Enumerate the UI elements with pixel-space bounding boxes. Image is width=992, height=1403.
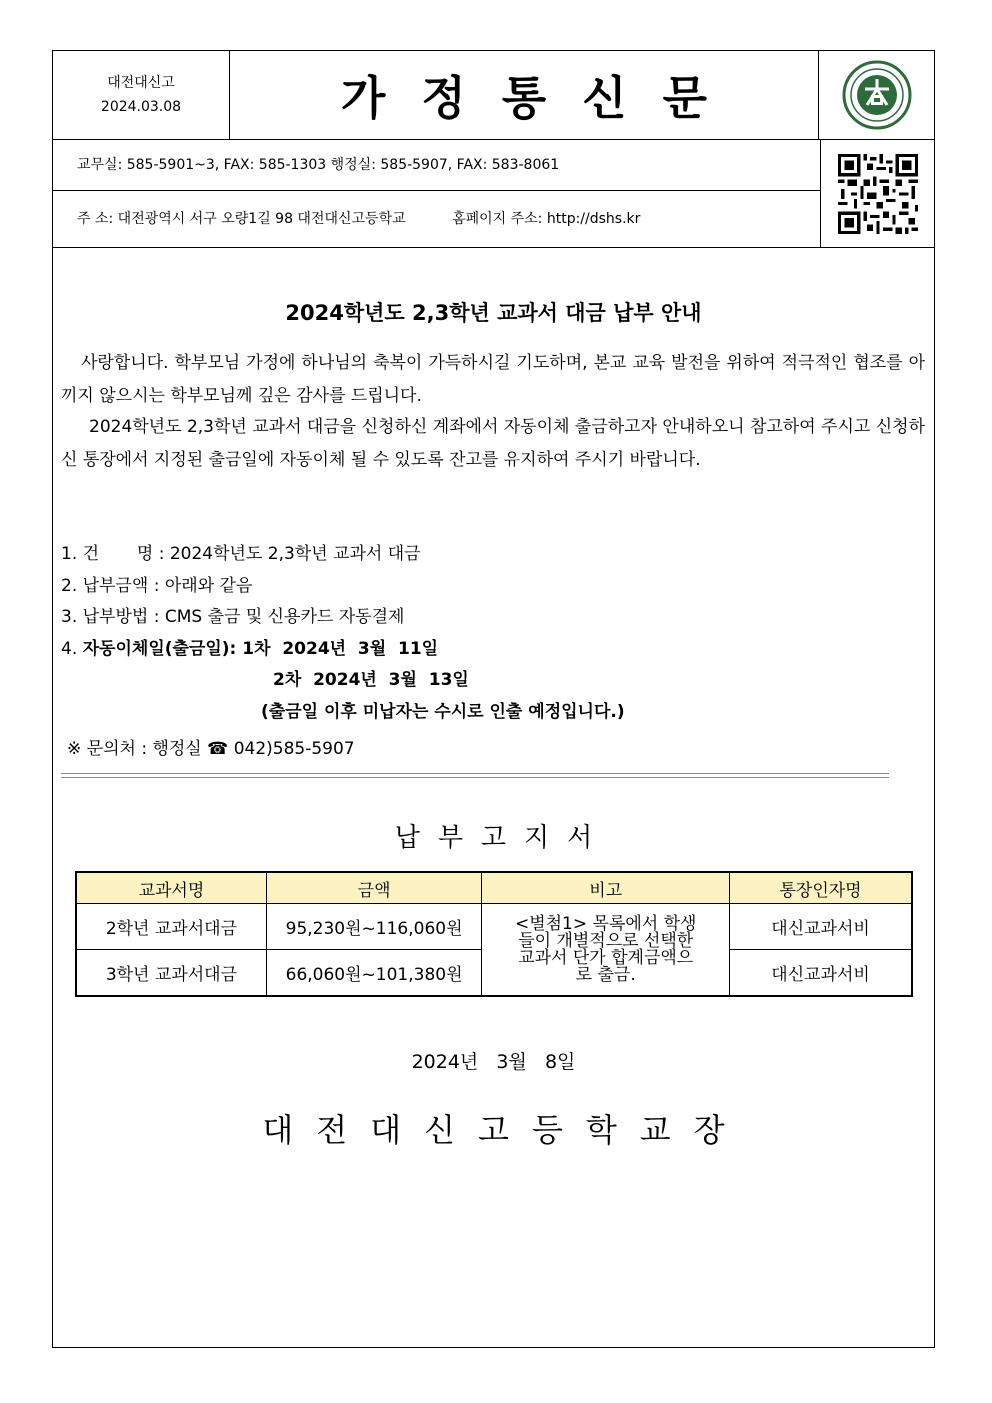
item-method: 3. 납부방법 : CMS 출금 및 신용카드 자동결제 <box>61 607 405 627</box>
notice-paragraph: 2024학년도 2,3학년 교과서 대금을 신청하신 계좌에서 자동이체 출금하고자 안내하오니 참고하여 주시고 신청하신 통장에서 지정된 출금일에 자동이체 될 수 있도록 잔고를 유지하여 주시기 바랍니다. <box>61 417 925 470</box>
inquiry-contact: ※ 문의처 : 행정실 ☎ 042)585-5907 <box>67 739 355 759</box>
row-textbook: 3학년 교과서대금 <box>76 950 266 997</box>
bill-table <box>75 871 913 997</box>
address-line <box>77 208 640 228</box>
principal-signature: 대전대신고등학교장 <box>262 1111 748 1149</box>
notice-title: 2024학년도 2,3학년 교과서 대금 납부 안내 <box>285 301 702 325</box>
school-logo <box>820 51 934 139</box>
header-account: 통장인자명 <box>730 872 912 904</box>
row-note <box>482 904 730 997</box>
details-list <box>61 539 625 728</box>
bill-title: 납부고지서 <box>394 823 611 853</box>
row-account: 대신교과서비 <box>730 904 912 950</box>
homepage-link[interactable]: 홈페이지 주소: http://dshs.kr <box>452 211 641 227</box>
header-note: 비고 <box>482 872 730 904</box>
school-emblem-icon <box>841 59 913 131</box>
bill-header-row <box>76 872 912 904</box>
item-amount: 2. 납부금액 : 아래와 같음 <box>61 575 253 596</box>
item-debit-number: 4. <box>61 638 83 659</box>
qr-code-icon <box>838 154 918 234</box>
item-debit-first: 자동이체일(출금일): 1차 2024년 3월 11일 <box>82 638 439 659</box>
school-name: 대전대신고 <box>107 75 175 91</box>
issue-date-footer: 2024년 3월 8일 <box>411 1051 576 1073</box>
notice-frame <box>52 50 935 1348</box>
item-debit-note: (출금일 이후 미납자는 수시로 인출 예정입니다.) <box>261 701 625 722</box>
table-row <box>76 904 912 950</box>
row-amount: 66,060원~101,380원 <box>266 950 482 997</box>
item-debit-date <box>61 634 625 666</box>
header-textbook: 교과서명 <box>76 872 266 904</box>
item-subject: 1. 건 명 : 2024학년도 2,3학년 교과서 대금 <box>61 544 421 564</box>
school-info <box>53 51 230 139</box>
qr-code <box>820 140 935 247</box>
row-amount: 95,230원~116,060원 <box>266 904 482 950</box>
row-account: 대신교과서비 <box>730 950 912 997</box>
section-divider <box>61 773 889 778</box>
greeting-paragraph: 사랑합니다. 학부모님 가정에 하나님의 축복이 가득하시길 기도하며, 본교 교육 발전을 위하여 적극적인 협조를 아끼지 않으시는 학부모님께 깊은 감사를 드립니다. <box>61 353 925 406</box>
row-textbook: 2학년 교과서대금 <box>76 904 266 950</box>
header-amount: 금액 <box>266 872 482 904</box>
document-title: 가정통신문 <box>230 51 819 139</box>
school-address: 주 소: 대전광역시 서구 오량1길 98 대전대신고등학교 <box>77 211 406 227</box>
note-text: <별첨1> 목록에서 학생들이 개별적으로 선택한 교과서 단가 합계금액으로 출금. <box>514 913 697 985</box>
item-debit-second: 2차 2024년 3월 13일 <box>273 670 469 690</box>
contact-numbers: 교무실: 585-5901~3, FAX: 585-1303 행정실: 585-5907, FAX: 583-8061 <box>77 157 560 173</box>
issue-date: 2024.03.08 <box>100 99 182 115</box>
header-bottom-rule <box>53 247 934 248</box>
